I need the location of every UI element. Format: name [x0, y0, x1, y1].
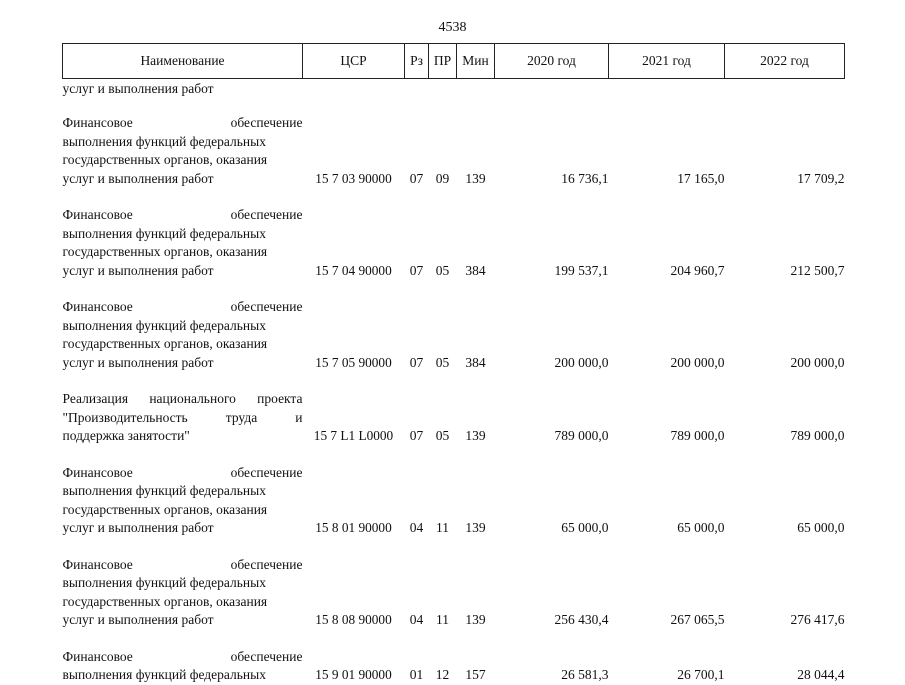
row-2020: 16 736,1	[561, 170, 609, 186]
row-rz: 04	[409, 520, 424, 535]
row-2020: 26 581,3	[561, 667, 609, 682]
table-row	[63, 390, 845, 446]
row-min: 157	[465, 667, 486, 682]
row-csr: 15 7 L1 L0000	[313, 428, 394, 443]
row-name-line: выполнения функций федеральных	[62, 133, 266, 149]
row-name-line: государственных органов, оказания	[62, 244, 268, 259]
row-pr: 05	[435, 428, 450, 443]
continuation-text: услуг и выполнения работ	[62, 81, 214, 96]
row-2022: 17 709,2	[797, 170, 845, 186]
row-name-line: Реализация национального проекта	[62, 391, 303, 406]
row-name-line: услуг и выполнения работ	[62, 612, 214, 627]
column-header-name: Наименование	[63, 44, 303, 79]
row-2020: 199 537,1	[554, 262, 609, 278]
row-min: 139	[465, 520, 486, 535]
row-min: 139	[465, 428, 486, 443]
row-name-line: выполнения функций федеральных	[62, 317, 266, 333]
column-header-rz: Рз	[405, 44, 429, 79]
row-2021: 17 165,0	[677, 170, 725, 186]
table-row	[63, 648, 845, 685]
row-pr: 11	[436, 520, 449, 535]
column-header-2021: 2021 год	[609, 44, 725, 79]
row-csr: 15 7 04 90000	[315, 262, 392, 278]
row-name	[63, 114, 303, 188]
row-rz: 07	[409, 354, 424, 370]
row-name-line: Финансовое обеспечение	[62, 207, 303, 222]
row-2022: 212 500,7	[790, 262, 845, 278]
table-row	[63, 206, 845, 280]
row-name-line: услуг и выполнения работ	[62, 170, 214, 186]
column-header-pr: ПР	[429, 44, 457, 79]
row-2022: 28 044,4	[797, 667, 845, 682]
row-rz: 01	[409, 667, 424, 682]
row-rz: 07	[409, 170, 424, 186]
row-name	[63, 556, 303, 630]
row-name-line: "Производительность труда и	[62, 409, 303, 425]
row-rz: 04	[409, 612, 424, 627]
table-row	[63, 114, 845, 188]
row-pr: 05	[435, 354, 450, 370]
row-name-line: выполнения функций федеральных	[62, 667, 266, 682]
row-min: 139	[465, 612, 486, 627]
row-2022: 200 000,0	[790, 354, 845, 370]
row-2021: 204 960,7	[670, 262, 725, 278]
row-2021: 200 000,0	[670, 354, 725, 370]
column-header-min: Мин	[457, 44, 495, 79]
row-min: 139	[465, 170, 486, 186]
row-name-line: поддержка занятости"	[62, 428, 190, 443]
row-2022: 65 000,0	[797, 520, 845, 535]
row-2022: 789 000,0	[790, 428, 845, 443]
row-name-line: выполнения функций федеральных	[62, 225, 266, 241]
row-2021: 267 065,5	[670, 612, 725, 627]
row-name	[63, 206, 303, 280]
row-name-line: услуг и выполнения работ	[62, 354, 214, 370]
column-header-2022: 2022 год	[725, 44, 845, 79]
row-rz: 07	[409, 262, 424, 278]
column-header-2020: 2020 год	[495, 44, 609, 79]
row-csr: 15 8 08 90000	[315, 612, 392, 627]
table-row	[63, 464, 845, 538]
row-name-line: Финансовое обеспечение	[62, 556, 303, 572]
row-name-line: Финансовое обеспечение	[62, 299, 303, 314]
row-2020: 256 430,4	[554, 612, 609, 627]
row-2020: 789 000,0	[554, 428, 609, 443]
row-name-line: выполнения функций федеральных	[62, 575, 266, 590]
row-name-line: услуг и выполнения работ	[62, 262, 214, 278]
row-2021: 789 000,0	[670, 428, 725, 443]
row-name-line: государственных органов, оказания	[62, 336, 268, 351]
row-min: 384	[465, 354, 486, 370]
row-name-line: услуг и выполнения работ	[62, 520, 214, 535]
row-name	[63, 298, 303, 372]
row-pr: 12	[435, 667, 450, 682]
row-name	[63, 464, 303, 538]
row-pr: 09	[435, 170, 450, 186]
row-name-line: Финансовое обеспечение	[62, 464, 303, 480]
budget-table	[62, 43, 845, 685]
row-name-line: государственных органов, оказания	[62, 593, 268, 609]
row-name	[63, 390, 303, 446]
row-2021: 65 000,0	[677, 520, 725, 535]
row-2020: 65 000,0	[561, 520, 609, 535]
continuation-row	[63, 79, 845, 97]
row-rz: 07	[409, 428, 424, 443]
column-header-csr: ЦСР	[303, 44, 405, 79]
row-name-line: Финансовое обеспечение	[62, 115, 303, 130]
row-name-line: государственных органов, оказания	[62, 501, 268, 517]
table-row	[63, 556, 845, 630]
row-2020: 200 000,0	[554, 354, 609, 370]
row-min: 384	[465, 262, 486, 278]
row-pr: 05	[435, 262, 450, 278]
row-name-line: Финансовое обеспечение	[62, 648, 303, 664]
row-name-line: государственных органов, оказания	[62, 152, 268, 167]
row-pr: 11	[436, 612, 449, 627]
table-row	[63, 298, 845, 372]
row-csr: 15 7 03 90000	[315, 170, 392, 186]
row-csr: 15 7 05 90000	[315, 354, 392, 370]
row-csr: 15 8 01 90000	[315, 520, 392, 535]
row-name-line: выполнения функций федеральных	[62, 483, 266, 498]
row-2022: 276 417,6	[790, 612, 845, 627]
row-csr: 15 9 01 90000	[315, 667, 392, 682]
page-number: 4538	[438, 20, 467, 35]
row-name	[63, 648, 303, 685]
row-2021: 26 700,1	[677, 667, 725, 682]
table-header-row	[63, 44, 845, 79]
